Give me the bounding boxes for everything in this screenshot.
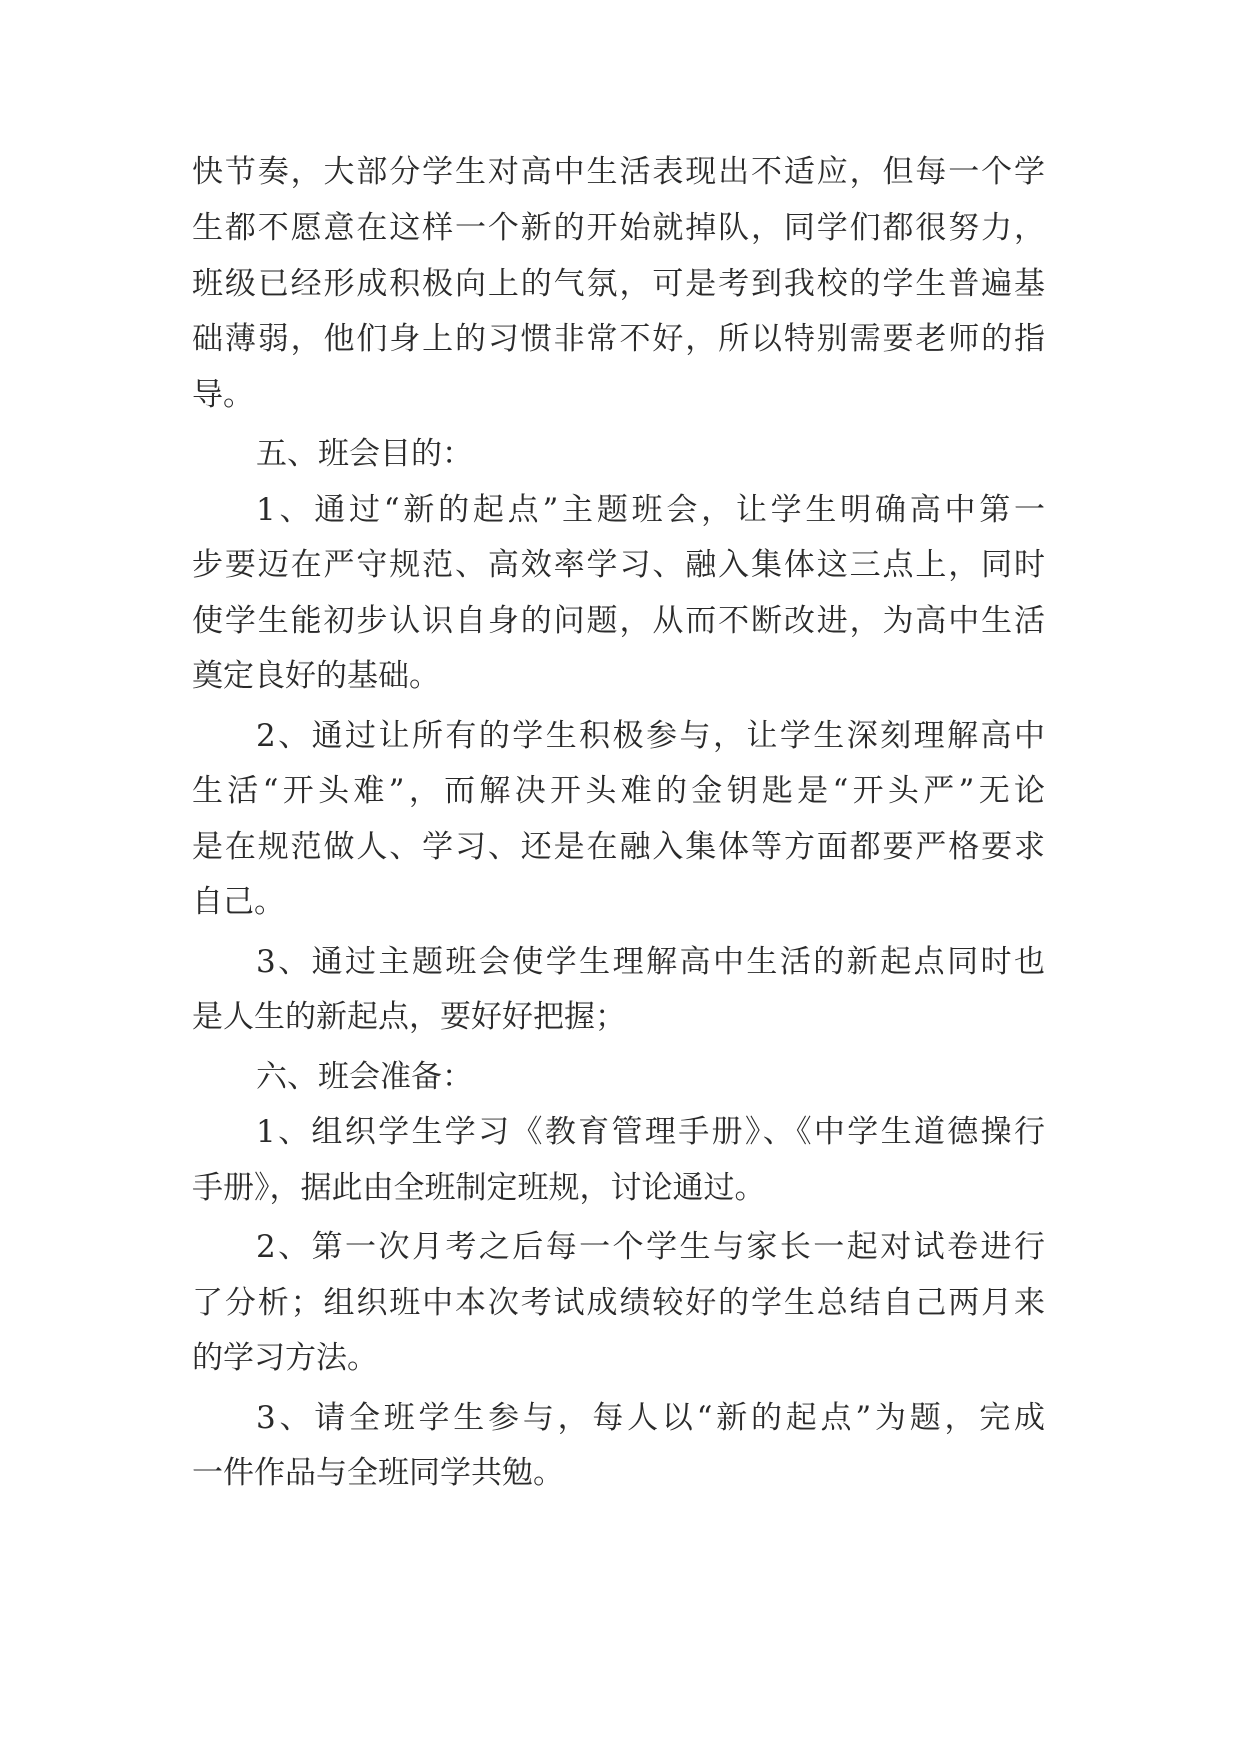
list-item-text-line: 的学习方法。 [192, 1340, 378, 1376]
body-text-line: 生都不愿意在这样一个新的开始就掉队，同学们都很努力， [192, 210, 1045, 246]
list-item-text-line: 生活“开头难”，而解决开头难的金钥匙是“开头严”无论 [192, 773, 1045, 809]
body-text-line: 班级已经形成积极向上的气氛，可是考到我校的学生普遍基 [192, 266, 1045, 302]
list-item-text-line: 3、请全班学生参与，每人以“新的起点”为题，完成 [256, 1400, 1045, 1436]
list-item-text-line: 一件作品与全班同学共勉。 [192, 1455, 564, 1491]
list-item-text-line: 是在规范做人、学习、还是在融入集体等方面都要严格要求 [192, 829, 1045, 865]
list-item-text-line: 了分析；组织班中本次考试成绩较好的学生总结自己两月来 [192, 1285, 1045, 1321]
list-item-text-line: 2、第一次月考之后每一个学生与家长一起对试卷进行 [256, 1229, 1045, 1265]
list-item-text-line: 步要迈在严守规范、高效率学习、融入集体这三点上，同时 [192, 547, 1045, 583]
list-item-text-line: 2、通过让所有的学生积极参与，让学生深刻理解高中 [256, 718, 1045, 754]
section-heading: 五、班会目的： [256, 436, 473, 472]
list-item-text-line: 3、通过主题班会使学生理解高中生活的新起点同时也 [256, 944, 1045, 980]
section-heading: 六、班会准备： [256, 1059, 473, 1095]
body-text-line: 础薄弱，他们身上的习惯非常不好，所以特别需要老师的指 [192, 321, 1045, 357]
list-item-text-line: 手册》，据此由全班制定班规，讨论通过。 [192, 1170, 766, 1206]
list-item-text-line: 是人生的新起点，要好好把握； [192, 999, 626, 1035]
body-text-line: 导。 [192, 377, 254, 413]
list-item-text-line: 奠定良好的基础。 [192, 658, 440, 694]
body-text-line: 快节奏，大部分学生对高中生活表现出不适应，但每一个学 [192, 154, 1045, 190]
list-item-text-line: 1、组织学生学习《教育管理手册》、《中学生道德操行 [256, 1114, 1045, 1150]
list-item-text-line: 自己。 [192, 884, 285, 920]
list-item-text-line: 使学生能初步认识自身的问题，从而不断改进，为高中生活 [192, 603, 1045, 639]
list-item-text-line: 1、通过“新的起点”主题班会，让学生明确高中第一 [256, 492, 1045, 528]
